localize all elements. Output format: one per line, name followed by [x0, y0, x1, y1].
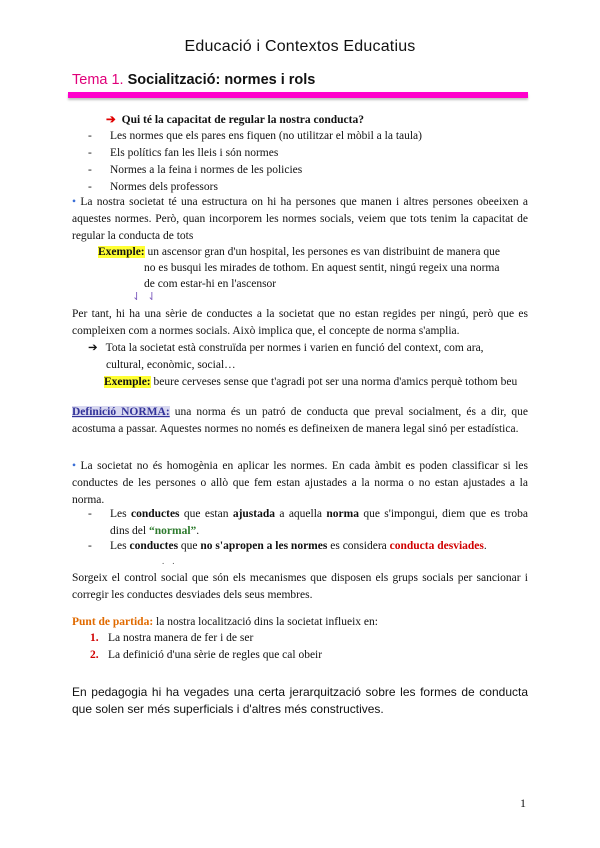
definition-label: Definició NORMA:	[72, 406, 170, 418]
normal-term: “normal”	[148, 525, 197, 537]
start-label: Punt de partida:	[72, 616, 154, 628]
list-item: - Les normes que els pares ens fiquen (no utilitzar el mòbil a la taula)	[88, 130, 422, 142]
topic-name: Socialització: normes i rols	[127, 72, 316, 88]
question-line	[106, 112, 364, 129]
paragraph-2: Per tant, hi ha una sèrie de conductes a la societat que no estan regides per ningú, però que es compleixen com a normes socials. Això implica que, el concepte de norma s'amplia.	[72, 308, 528, 337]
list-item: 2. La definició d'una sèrie de regles que cal obeir	[90, 649, 323, 661]
decorative-dots: ..	[162, 556, 183, 566]
paragraph-1: • La nostra societat té una estructura on hi ha persones que manen i altres persones obeeixen a aquestes normes. Però, quan incorporem les normes socials, veiem que tots tenim la capacitat de regular la conducta de tots	[72, 196, 529, 242]
example-label: Exemple:	[104, 376, 151, 388]
definition-norma: Definició NORMA: una norma és un patró de conducta que preval socialment, és a dir, que acostuma a passar. Aquestes normes no només es defineixen de manera legal sinó per estadística.	[72, 406, 528, 435]
question-list	[88, 128, 548, 196]
paragraph-3: • La societat no és homogènia en aplicar les normes. En cada àmbit es poden classificar si les conductes de les persones o allò que fem estan ajustades a la norma o no estan ajustades a la norma.	[72, 460, 529, 506]
conduct-item-1: - Les conductes que estan ajustada a aquella norma que s'impongui, diem que es troba dins del “normal”.	[88, 508, 529, 537]
topic-number: Tema 1.	[72, 72, 124, 88]
topic-heading	[72, 72, 315, 88]
paragraph-4: Sorgeix el control social que són els mecanismes que disposen els grups socials per sancionar i corregir les conductes desviades dels seus membres.	[72, 572, 528, 601]
deviant-term: conducta desviades	[389, 540, 484, 552]
start-point: Punt de partida: la nostra localització dins la societat influeix en:	[72, 616, 378, 628]
down-arrows-icon: ⇃⇃	[132, 291, 163, 303]
example-1-line-2: no es busqui les mirades de tothom. En aquest sentit, ningú regeix una norma	[144, 262, 500, 274]
page-number: 1	[520, 796, 526, 810]
example-1-line-1: Exemple: un ascensor gran d'un hospital, les persones es van distribuint de manera que	[98, 246, 500, 258]
bullet-dot-icon: •	[72, 196, 77, 208]
list-item: - Normes a la feina i normes de les policies	[88, 164, 303, 176]
heading-underline-bar	[68, 92, 528, 98]
example-2: Exemple: beure cerveses sense que t'agradi pot ser una norma d'amics perquè tothom beu	[104, 376, 518, 388]
list-item: - Els polítics fan les lleis i són normes	[88, 147, 279, 159]
question-text: Qui té la capacitat de regular la nostra conducta?	[121, 114, 364, 126]
example-1-line-3: de com estar-hi en l'ascensor	[144, 278, 277, 290]
list-item: - Normes dels professors	[88, 181, 218, 193]
bullet-dot-icon: •	[72, 460, 77, 472]
arrow-item: ➔ Tota la societat està construïda per normes i varien en funció del context, com ara, cultural, econòmic, social…	[88, 342, 484, 371]
list-item: 1. La nostra manera de fer i de ser	[90, 632, 254, 644]
start-list	[90, 630, 530, 664]
closing-paragraph: En pedagogia hi ha vegades una certa jerarquització sobre les formes de conducta que solen ser més superficials i d'altres més constructives.	[72, 685, 528, 716]
arrow-icon: ➔	[88, 342, 98, 354]
arrow-icon: ➔	[106, 114, 116, 126]
conduct-item-2: - Les conductes que no s'apropen a les normes es considera conducta desviades.	[88, 540, 487, 552]
example-label: Exemple:	[98, 246, 145, 258]
page-title: Educació i Contextos Educatius	[184, 38, 416, 55]
